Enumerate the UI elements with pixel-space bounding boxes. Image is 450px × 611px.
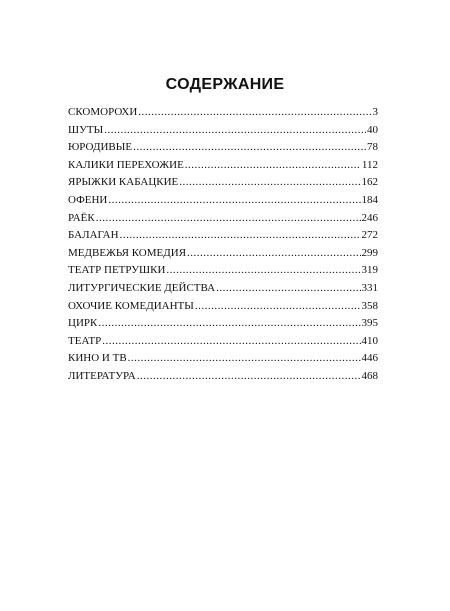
toc-entry-label: КАЛИКИ ПЕРЕХОЖИЕ: [68, 158, 184, 171]
toc-entry-page: 184: [361, 193, 378, 206]
toc-entry-label: ОФЕНИ: [68, 193, 108, 206]
toc-entry: [68, 174, 378, 192]
toc-entry-page: 272: [361, 229, 378, 242]
toc-entry-page: 468: [361, 369, 378, 382]
toc-entry: [68, 368, 378, 386]
toc-entry-label: ЯРЫЖКИ КАБАЦКИЕ: [68, 176, 179, 189]
toc-leader-dots: [120, 227, 361, 245]
toc-entry: [68, 122, 378, 140]
toc-entry: [68, 139, 378, 157]
toc-list: [68, 104, 378, 386]
toc-entry: [68, 227, 378, 245]
toc-leader-dots: [216, 280, 360, 298]
toc-entry-page: 246: [361, 211, 378, 224]
toc-leader-dots: [98, 315, 360, 333]
toc-entry-label: ЛИТУРГИЧЕСКИЕ ДЕЙСТВА: [68, 281, 216, 294]
toc-entry-page: 446: [361, 352, 378, 365]
toc-entry-label: ЮРОДИВЫЕ: [68, 141, 133, 154]
toc-entry-page: 395: [361, 317, 378, 330]
toc-entry-label: СКОМОРОХИ: [68, 106, 138, 118]
toc-entry: [68, 298, 378, 316]
toc-entry: [68, 315, 378, 333]
toc-leader-dots: [128, 350, 361, 368]
toc-entry: [68, 280, 378, 298]
toc-leader-dots: [187, 245, 360, 263]
toc-leader-dots: [195, 298, 361, 316]
toc-leader-dots: [104, 122, 366, 140]
toc-leader-dots: [108, 192, 360, 210]
toc-entry-label: ЛИТЕРАТУРА: [68, 369, 136, 382]
toc-leader-dots: [138, 104, 371, 122]
toc-entry-label: МЕДВЕЖЬЯ КОМЕДИЯ: [68, 246, 187, 259]
toc-leader-dots: [133, 139, 366, 157]
toc-title: СОДЕРЖАНИЕ: [165, 76, 285, 93]
toc-entry-label: ЦИРК: [68, 317, 98, 330]
toc-leader-dots: [179, 174, 360, 192]
toc-entry: [68, 350, 378, 368]
toc-entry: [68, 245, 378, 263]
toc-entry: [68, 262, 378, 280]
toc-entry-page: 40: [367, 123, 378, 136]
toc-entry-page: 319: [361, 264, 378, 277]
toc-entry-page: 3: [372, 106, 378, 118]
toc-entry-label: ТЕАТР ПЕТРУШКИ: [68, 264, 166, 277]
toc-entry: [68, 157, 378, 175]
toc-entry-page: 112: [361, 158, 378, 171]
toc-leader-dots: [185, 157, 361, 175]
toc-entry-label: КИНО И ТВ: [68, 352, 127, 365]
toc-leader-dots: [102, 333, 360, 351]
toc-entry-page: 162: [361, 176, 378, 189]
toc-leader-dots: [96, 210, 361, 228]
toc-entry: [68, 104, 378, 122]
toc-entry-page: 358: [361, 299, 378, 312]
toc-entry: [68, 210, 378, 228]
toc-entry-page: 331: [361, 281, 378, 294]
toc-entry: [68, 333, 378, 351]
toc-entry-label: ТЕАТР: [68, 334, 102, 347]
toc-entry-label: ОХОЧИЕ КОМЕДИАНТЫ: [68, 299, 194, 312]
toc-entry-label: БАЛАГАН: [68, 229, 119, 242]
toc-entry-page: 410: [361, 334, 378, 347]
toc-leader-dots: [137, 368, 361, 386]
toc-entry-page: 78: [367, 141, 378, 154]
toc-leader-dots: [166, 262, 360, 280]
toc-entry-label: РАЁК: [68, 211, 95, 224]
toc-entry-label: ШУТЫ: [68, 123, 104, 136]
toc-entry: [68, 192, 378, 210]
toc-entry-page: 299: [361, 246, 378, 259]
